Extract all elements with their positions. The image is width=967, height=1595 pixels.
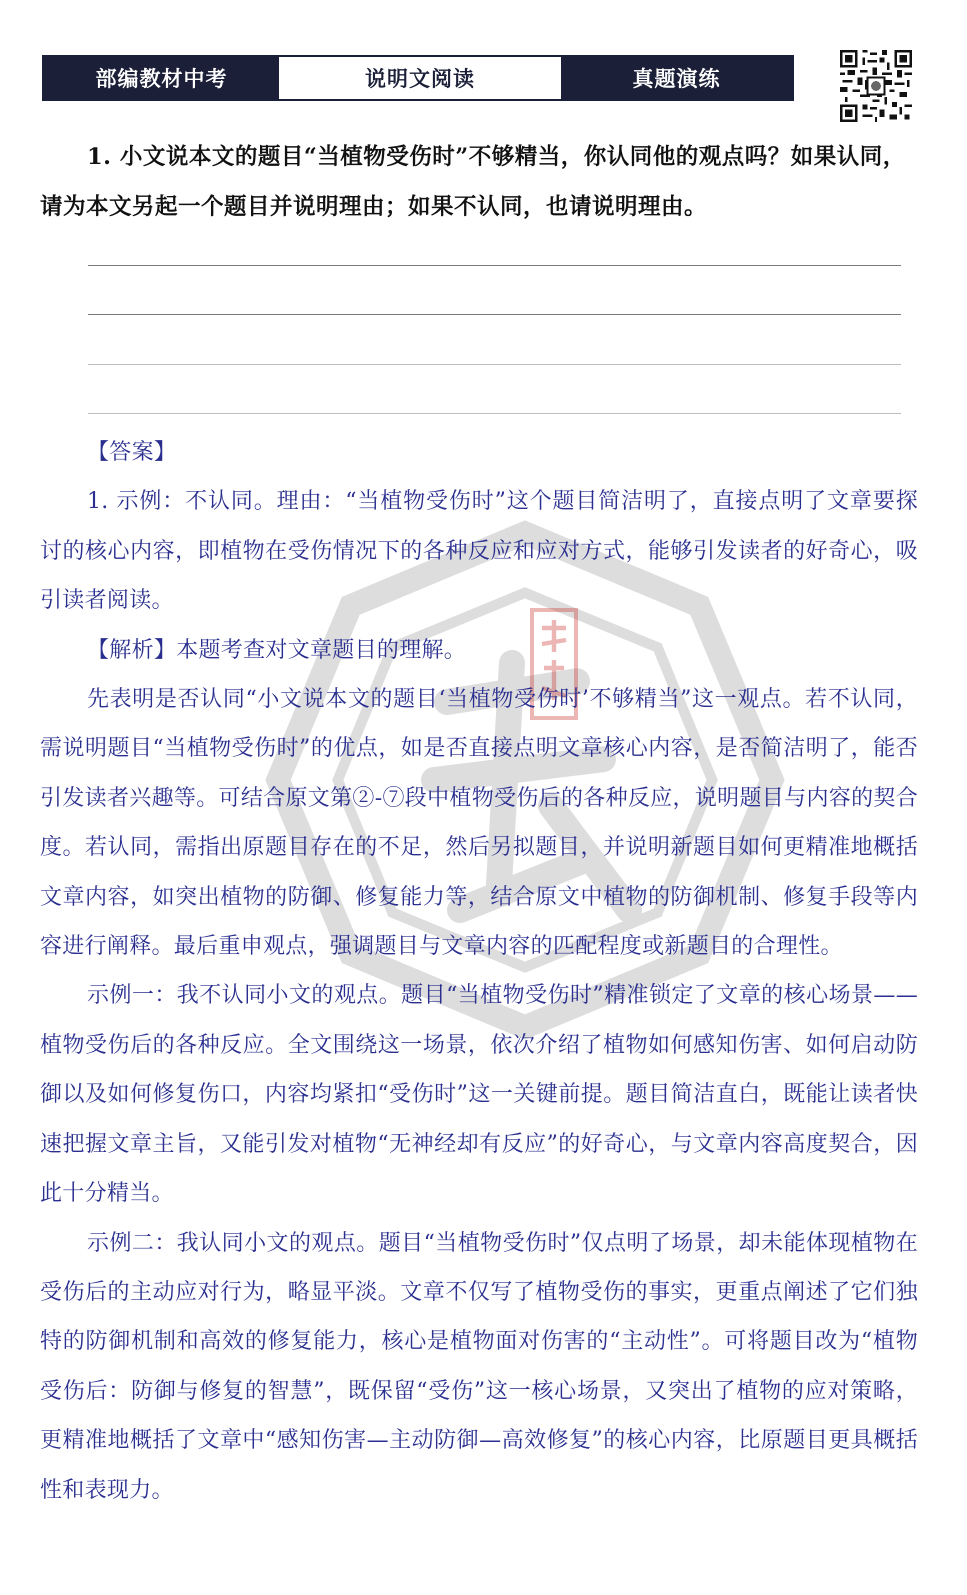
header-bar xyxy=(42,55,794,101)
answer-tag: 【答案】 xyxy=(87,440,177,465)
answer-line-4[interactable] xyxy=(88,413,901,414)
qr-code-icon[interactable] xyxy=(840,50,912,122)
header-cell-topic: 说明文阅读 xyxy=(279,57,561,99)
example-two: 示例二：我认同小文的观点。题目“当植物受伤时”仅点明了场景，却未能体现植物在受伤后的主动应对行为，略显平淡。文章不仅写了植物受伤的事实，更重点阐述了它们独特的防御机制和高效的修复能力，核心是植物面对伤害的“主动性”。可将题目改为“植物受伤后：防御与修复的智慧”，既保留“受伤”这一核心场景，又突出了植物的应对策略，更精准地概括了文章中“感知伤害—主动防御—高效修复”的核心内容，比原题目更具概括性和表现力。 xyxy=(40,1230,918,1503)
answer-section xyxy=(40,428,918,1515)
analysis-text: 先表明是否认同“小文说本文的题目‘当植物受伤时’不够精当”这一观点。若不认同，需说明题目“当植物受伤时”的优点，如是否直接点明文章核心内容，是否简洁明了，能否引发读者兴趣等。可结合原文第②-⑦段中植物受伤后的各种反应，说明题目与内容的契合度。若认同，需指出原题目存在的不足，然后另拟题目，并说明新题目如何更精准地概括文章内容，如突出植物的防御、修复能力等，结合原文中植物的防御机制、修复手段等内容进行阐释。最后重申观点，强调题目与文章内容的匹配程度或新题目的合理性。 xyxy=(40,687,918,960)
example-one: 示例一：我不认同小文的观点。题目“当植物受伤时”精准锁定了文章的核心场景——植物受伤后的各种反应。全文围绕这一场景，依次介绍了植物如何感知伤害、如何启动防御以及如何修复伤口，内容均紧扣“受伤时”这一关键前提。题目简洁直白，既能让读者快速把握文章主旨，又能引发对植物“无神经却有反应”的好奇心，与文章内容高度契合，因此十分精当。 xyxy=(40,983,918,1207)
analysis-paragraph xyxy=(40,626,918,675)
answer-line-3[interactable] xyxy=(88,364,901,365)
analysis-intro: 本题考查对文章题目的理解。 xyxy=(176,637,467,663)
header-cell-textbook: 部编教材中考 xyxy=(44,57,279,99)
answer-line-1[interactable] xyxy=(88,265,901,266)
answer-text: 1. 示例：不认同。理由：“当植物受伤时”这个题目简洁明了，直接点明了文章要探讨的核心内容，即植物在受伤情况下的各种反应和应对方式，能够引发读者的好奇心，吸引读者阅读。 xyxy=(40,489,918,614)
answer-line-2[interactable] xyxy=(88,314,901,315)
header-cell-practice: 真题演练 xyxy=(561,57,792,99)
analysis-tag: 【解析】 xyxy=(87,637,177,663)
question-text: 1. 小文说本文的题目“当植物受伤时”不够精当，你认同他的观点吗？如果认同，请为本文另起一个题目并说明理由；如果不认同，也请说明理由。 xyxy=(40,144,906,220)
